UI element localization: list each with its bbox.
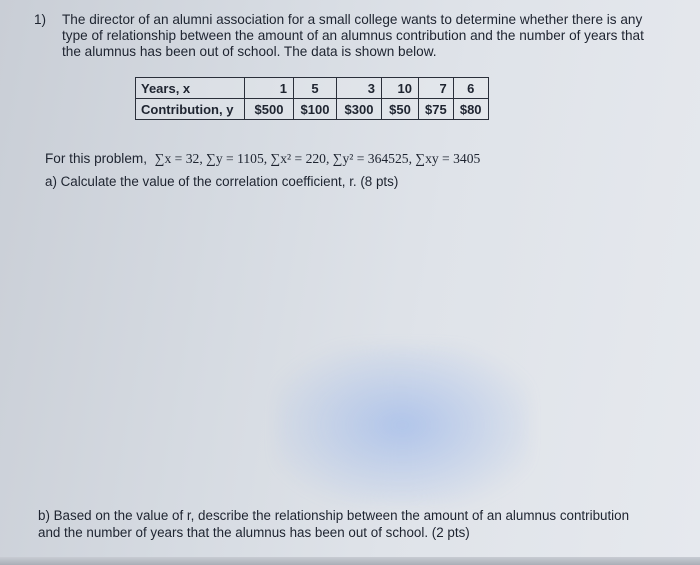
table-row-years: [136, 78, 489, 99]
summation-line: [45, 151, 480, 167]
question-number: 1): [34, 12, 47, 27]
table-cell: 7: [419, 78, 454, 99]
table-cell: $50: [382, 99, 419, 120]
part-b-line-1: b) Based on the value of r, describe the relationship between the amount of an alumnus contribution: [38, 508, 630, 523]
part-b-prompt: [38, 507, 678, 541]
table-cell: 3: [337, 78, 382, 99]
table-cell: $100: [294, 99, 337, 120]
table-cell: $500: [245, 99, 294, 120]
table-cell: $80: [453, 99, 488, 120]
table-cell: 10: [382, 78, 419, 99]
row-label-contribution: Contribution, y: [136, 99, 245, 120]
table-cell: 1: [245, 78, 294, 99]
page-edge-shadow: [0, 557, 700, 565]
part-a-prompt: a) Calculate the value of the correlation coefficient, r. (8 pts): [45, 174, 399, 189]
question-line-2: type of relationship between the amount of an alumnus contribution and the number of years that: [62, 28, 644, 43]
light-glare: [275, 345, 530, 505]
table-cell: $75: [419, 99, 454, 120]
question-intro: [34, 12, 654, 60]
summation-prefix: For this problem,: [45, 151, 147, 166]
table-cell: 5: [294, 78, 337, 99]
table-row-contribution: [136, 99, 489, 120]
table-cell: 6: [453, 78, 488, 99]
question-line-3: the alumnus has been out of school. The data is shown below.: [62, 44, 437, 59]
row-label-years: Years, x: [136, 78, 245, 99]
question-line-1: The director of an alumni association for a small college wants to determine whether there is any: [62, 12, 643, 27]
data-table: [135, 77, 489, 120]
summation-expression: ∑x = 32, ∑y = 1105, ∑x² = 220, ∑y² = 364525, ∑xy = 3405: [154, 151, 481, 166]
table-cell: $300: [337, 99, 382, 120]
part-b-line-2: and the number of years that the alumnus has been out of school. (2 pts): [38, 525, 470, 540]
